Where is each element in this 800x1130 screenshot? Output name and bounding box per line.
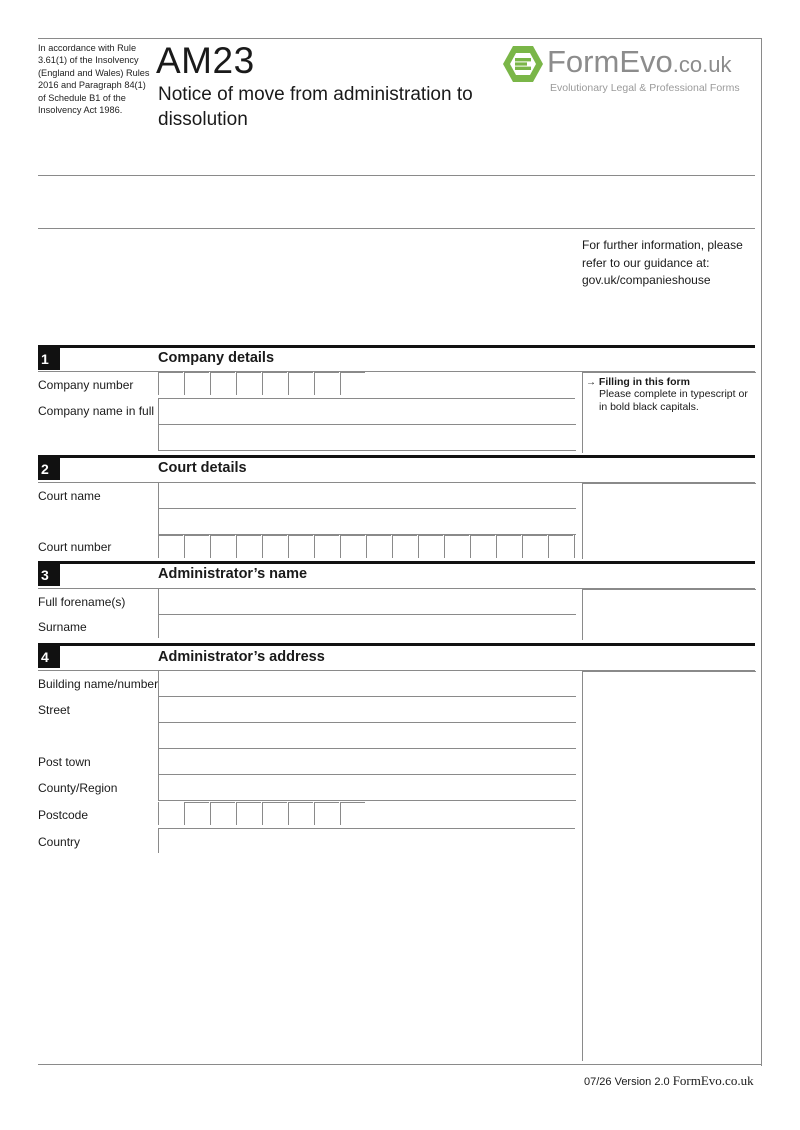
form-title: Notice of move from administration to dissolution <box>158 84 473 130</box>
court-number-digit[interactable] <box>262 535 287 558</box>
street-label: Street <box>38 703 71 717</box>
section-2-title: Court details <box>158 460 247 476</box>
company-number-digit[interactable] <box>236 372 261 395</box>
formevo-logo-icon <box>503 44 543 84</box>
court-number-digit[interactable] <box>444 535 469 558</box>
filling-in-note-title: Filling in this form <box>598 376 690 388</box>
court-number-digit[interactable] <box>548 535 573 558</box>
building-field[interactable] <box>158 671 576 697</box>
court-name-field-line-2[interactable] <box>158 509 576 535</box>
court-number-digit[interactable] <box>210 535 235 558</box>
company-name-field-line-2[interactable] <box>158 425 576 451</box>
legal-reference: In accordance with Rule 3.61(1) of the Insolvency (England and Wales) Rules 2016 and Paragraph 84(1) of Schedule B1 of the Insolvency Act 1986. <box>38 43 150 116</box>
court-number-digit[interactable] <box>522 535 547 558</box>
company-name-label: Company name in full <box>38 404 155 418</box>
postcode-char[interactable] <box>210 802 235 825</box>
section-1-rule <box>38 345 755 348</box>
header-divider-2 <box>38 228 755 229</box>
page-top-rule <box>38 38 762 39</box>
footer-version: 07/26 Version 2.0 <box>584 1076 670 1088</box>
arrow-right-icon: → <box>586 377 596 388</box>
logo-tagline: Evolutionary Legal & Professional Forms <box>550 82 740 94</box>
court-number-digit[interactable] <box>366 535 391 558</box>
county-label: County/Region <box>38 781 118 795</box>
company-number-digit[interactable] <box>184 372 209 395</box>
logo-wordmark <box>547 42 731 85</box>
footer <box>584 1073 754 1089</box>
section-2-rule <box>38 455 755 458</box>
court-number-digit[interactable] <box>392 535 417 558</box>
company-number-digit[interactable] <box>210 372 235 395</box>
form-code: AM23 <box>156 40 255 81</box>
court-number-end <box>574 535 575 558</box>
filling-in-note-body: Please complete in typescript or in bold black capitals. <box>599 388 748 413</box>
postcode-char[interactable] <box>314 802 339 825</box>
company-number-digit[interactable] <box>340 372 365 395</box>
street-field-line-2[interactable] <box>158 723 576 749</box>
logo-suffix: .co.uk <box>672 52 732 77</box>
street-field-line-1[interactable] <box>158 697 576 723</box>
postcode-char[interactable] <box>262 802 287 825</box>
section-4-note-box <box>582 671 756 1061</box>
court-number-digit[interactable] <box>314 535 339 558</box>
building-label: Building name/number <box>38 677 159 691</box>
county-field[interactable] <box>158 775 576 801</box>
company-number-label: Company number <box>38 378 134 392</box>
surname-label: Surname <box>38 620 87 634</box>
court-number-digit[interactable] <box>184 535 209 558</box>
header-divider-1 <box>38 175 755 176</box>
section-4-rule <box>38 643 755 646</box>
postcode-label: Postcode <box>38 808 89 822</box>
section-4-title: Administrator’s address <box>158 649 325 665</box>
postcode-char[interactable] <box>184 802 209 825</box>
footer-rule <box>38 1064 762 1065</box>
section-3-title: Administrator’s name <box>158 566 308 582</box>
court-number-digit[interactable] <box>340 535 365 558</box>
court-number-label: Court number <box>38 540 112 554</box>
court-name-field-line-1[interactable] <box>158 483 576 509</box>
filling-in-note-heading <box>586 376 756 388</box>
postcode-char[interactable] <box>288 802 313 825</box>
section-3-rule <box>38 561 755 564</box>
guidance-note: For further information, please refer to our guidance at: gov.uk/companieshouse <box>582 238 743 287</box>
court-number-digit[interactable] <box>288 535 313 558</box>
logo-name: FormEvo <box>547 44 673 79</box>
surname-field[interactable] <box>158 615 576 638</box>
company-number-boxes[interactable] <box>158 372 366 395</box>
footer-brand: FormEvo.co.uk <box>672 1073 754 1088</box>
postcode-baseline <box>158 828 575 829</box>
section-3-note-box <box>582 589 756 640</box>
postcode-boxes[interactable] <box>158 802 366 825</box>
company-number-digit[interactable] <box>314 372 339 395</box>
formevo-logo <box>503 42 763 98</box>
forenames-field[interactable] <box>158 589 576 615</box>
section-1-title: Company details <box>158 350 275 366</box>
postcode-char[interactable] <box>340 802 365 825</box>
section-2-number: 2 <box>38 458 60 480</box>
court-number-digit[interactable] <box>236 535 261 558</box>
country-field[interactable] <box>158 829 159 853</box>
court-number-digit[interactable] <box>158 535 183 558</box>
court-number-digit[interactable] <box>496 535 521 558</box>
postcode-char[interactable] <box>158 802 183 825</box>
page-right-rule <box>761 38 762 1066</box>
court-name-label: Court name <box>38 489 101 503</box>
company-number-digit[interactable] <box>158 372 183 395</box>
company-number-digit[interactable] <box>262 372 287 395</box>
company-name-field-line-1[interactable] <box>158 399 576 425</box>
court-number-digit[interactable] <box>418 535 443 558</box>
court-number-digit[interactable] <box>470 535 495 558</box>
section-4-number: 4 <box>38 646 60 668</box>
forenames-label: Full forename(s) <box>38 595 126 609</box>
section-1-number: 1 <box>38 348 60 370</box>
company-number-digit[interactable] <box>288 372 313 395</box>
filling-in-note-box <box>582 372 756 453</box>
country-label: Country <box>38 835 81 849</box>
section-3-number: 3 <box>38 564 60 586</box>
postcode-char[interactable] <box>236 802 261 825</box>
post-town-label: Post town <box>38 755 91 769</box>
section-2-note-box <box>582 483 756 559</box>
court-number-boxes[interactable] <box>158 535 574 558</box>
post-town-field[interactable] <box>158 749 576 775</box>
